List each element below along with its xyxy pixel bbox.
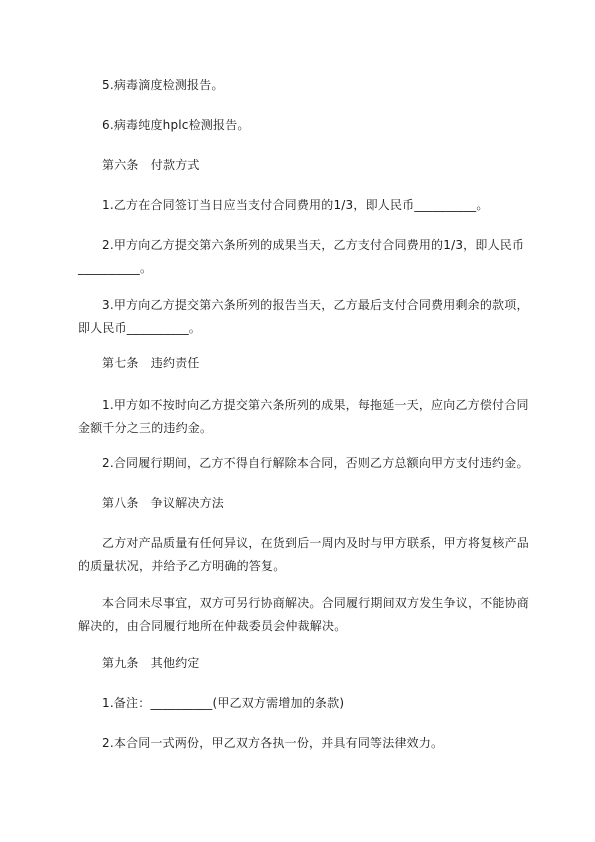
section-heading-article-9: 第九条 其他约定 (102, 656, 200, 670)
paragraph-dispute-1: 乙方对产品质量有任何异议，在货到后一周内及时与甲方联系，甲方将复核产品的质量状况，并给予乙方明确的答复。 (78, 536, 530, 573)
paragraph-dispute-2: 本合同未尽事宜，双方可另行协商解决。合同履行期间双方发生争议，不能协商解决的，由合同履行地所在仲裁委员会仲裁解决。 (78, 596, 530, 633)
paragraph-other-1: 1.备注：__________(甲乙双方需增加的条款) (102, 696, 345, 710)
paragraph-item-5: 5.病毒滴度检测报告。 (102, 78, 224, 92)
section-heading-article-7: 第七条 违约责任 (102, 356, 200, 370)
paragraph-payment-1: 1.乙方在合同签订当日应当支付合同费用的1/3，即人民币__________。 (102, 198, 489, 212)
paragraph-liability-2: 2.合同履行期间，乙方不得自行解除本合同，否则乙方总额向甲方支付违约金。 (102, 456, 529, 470)
section-heading-article-8: 第八条 争议解决方法 (102, 496, 225, 510)
paragraph-item-6: 6.病毒纯度hplc检测报告。 (102, 118, 250, 132)
section-heading-article-6: 第六条 付款方式 (102, 158, 200, 172)
paragraph-liability-1: 1.甲方如不按时向乙方提交第六条所列的成果，每拖延一天，应向乙方偿付合同金额千分之三的违约金。 (78, 398, 529, 435)
paragraph-payment-3: 3.甲方向乙方提交第六条所列的报告当天，乙方最后支付合同费用剩余的款项，即人民币__________。 (78, 298, 529, 335)
paragraph-payment-2: 2.甲方向乙方提交第六条所列的成果当天，乙方支付合同费用的1/3，即人民币__________。 (78, 238, 525, 275)
paragraph-other-2: 2.本合同一式两份，甲乙双方各执一份，并具有同等法律效力。 (102, 736, 444, 750)
